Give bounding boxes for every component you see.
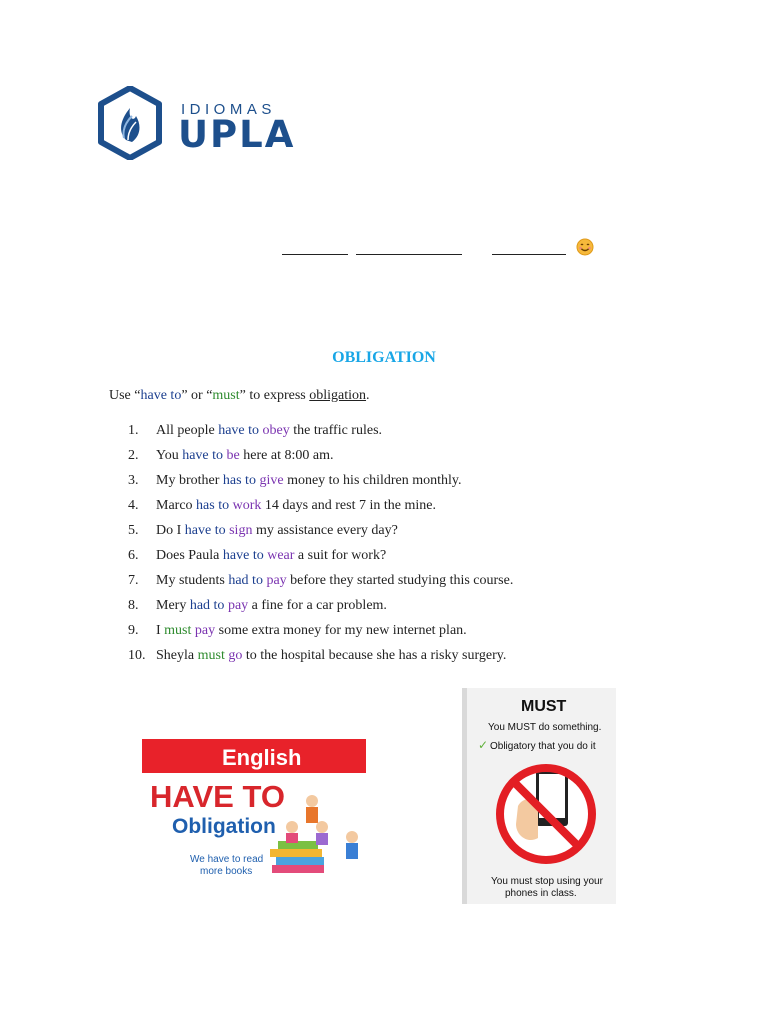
- modal-verb: had to: [228, 573, 263, 588]
- sentence-item: [128, 472, 513, 497]
- sentence-number: 7.: [128, 573, 139, 588]
- sentence-item: [128, 547, 513, 572]
- no-phone-icon: [500, 768, 592, 860]
- modal-verb: have to: [182, 448, 224, 463]
- sentence-item: [128, 597, 513, 622]
- modal-verb: have to: [184, 523, 226, 538]
- sentence-number: 6.: [128, 548, 139, 563]
- keyword-obligation: obligation: [309, 388, 367, 403]
- sentence-item: [128, 497, 513, 522]
- must-line-1: You MUST do something.: [488, 722, 602, 733]
- sentence-text: Marco: [156, 498, 197, 513]
- have-to-heading: HAVE TO: [150, 779, 285, 814]
- sentence-text: before they started studying this course.: [286, 573, 514, 588]
- sentence-text: All people: [156, 423, 219, 438]
- main-verb: go: [228, 648, 243, 663]
- sentence-number: 10.: [128, 648, 146, 663]
- main-verb: sign: [229, 523, 253, 538]
- sentence-item: [128, 622, 513, 647]
- sentence-text: I: [156, 623, 165, 638]
- sentence-text: to the hospital because she has a risky surgery.: [242, 648, 507, 663]
- modal-must: must: [164, 623, 192, 638]
- intro-text: ” or “: [181, 388, 213, 403]
- sentence-number: 4.: [128, 498, 139, 513]
- logo-text-upla: UPLA: [178, 113, 296, 156]
- have-to-illustration: [142, 727, 366, 885]
- intro-text: .: [366, 388, 370, 403]
- modal-verb: has to: [196, 498, 230, 513]
- main-verb: be: [226, 448, 240, 463]
- sentence-text: Do I: [156, 523, 185, 538]
- intro-text: Use “: [109, 388, 141, 403]
- caption-line-1: We have to read: [190, 854, 264, 865]
- must-caption-2: phones in class.: [505, 888, 577, 899]
- sentence-number: 3.: [128, 473, 139, 488]
- main-verb: pay: [266, 573, 287, 588]
- check-icon: ✓: [478, 738, 489, 752]
- intro-instruction: [109, 388, 370, 404]
- sentence-text: My brother: [156, 473, 223, 488]
- blank-line-3: [492, 254, 566, 255]
- sentence-text: Mery: [156, 598, 190, 613]
- page-title: OBLIGATION: [332, 349, 436, 366]
- modal-must: must: [197, 648, 225, 663]
- main-verb: pay: [194, 623, 216, 638]
- main-verb: work: [232, 498, 262, 513]
- sentence-text: the traffic rules.: [289, 423, 383, 438]
- caption-line-2: more books: [200, 866, 253, 877]
- blank-line-2: [356, 254, 462, 255]
- keyword-must: must: [212, 388, 240, 403]
- sentence-item: [128, 422, 513, 447]
- must-heading: MUST: [521, 698, 567, 715]
- modal-verb: had to: [189, 598, 225, 613]
- sentence-text: Sheyla: [156, 648, 198, 663]
- modal-verb: have to: [218, 423, 260, 438]
- main-verb: wear: [267, 548, 295, 563]
- must-caption-1: You must stop using your: [491, 876, 603, 887]
- sentence-item: [128, 647, 513, 672]
- sentence-item: [128, 447, 513, 472]
- sentence-number: 1.: [128, 423, 139, 438]
- banner-text: English: [222, 745, 302, 770]
- sentence-text: a suit for work?: [294, 548, 387, 563]
- sentence-text: Does Paula: [156, 548, 223, 563]
- sentence-number: 5.: [128, 523, 139, 538]
- logo-text-idiomas: IDIOMAS: [181, 101, 276, 118]
- blank-line-1: [282, 254, 348, 255]
- sentence-text: My students: [156, 573, 229, 588]
- modal-verb: have to: [222, 548, 264, 563]
- must-illustration: [462, 688, 616, 904]
- must-line-2: Obligatory that you do it: [490, 741, 596, 752]
- sentence-item: [128, 522, 513, 547]
- main-verb: give: [259, 473, 284, 488]
- main-verb: obey: [262, 423, 290, 438]
- modal-verb: has to: [222, 473, 256, 488]
- sentence-number: 2.: [128, 448, 139, 463]
- sentence-number: 8.: [128, 598, 139, 613]
- sentence-text: 14 days and rest 7 in the mine.: [261, 498, 436, 513]
- books-icon: [270, 841, 324, 873]
- main-verb: pay: [227, 598, 249, 613]
- sentence-text: money to his children monthly.: [283, 473, 462, 488]
- sentence-text: my assistance every day?: [252, 523, 398, 538]
- sentence-number: 9.: [128, 623, 139, 638]
- sentence-text: You: [156, 448, 183, 463]
- sentence-item: [128, 572, 513, 597]
- sentence-text: a fine for a car problem.: [248, 598, 387, 613]
- obligation-subheading: Obligation: [172, 815, 276, 838]
- smiling-face-icon: [576, 238, 594, 256]
- sentence-list: [128, 422, 513, 672]
- sentence-text: here at 8:00 am.: [239, 448, 334, 463]
- keyword-have-to: have to: [140, 388, 182, 403]
- sentence-text: some extra money for my new internet plan.: [215, 623, 467, 638]
- intro-text: ” to express: [239, 388, 310, 403]
